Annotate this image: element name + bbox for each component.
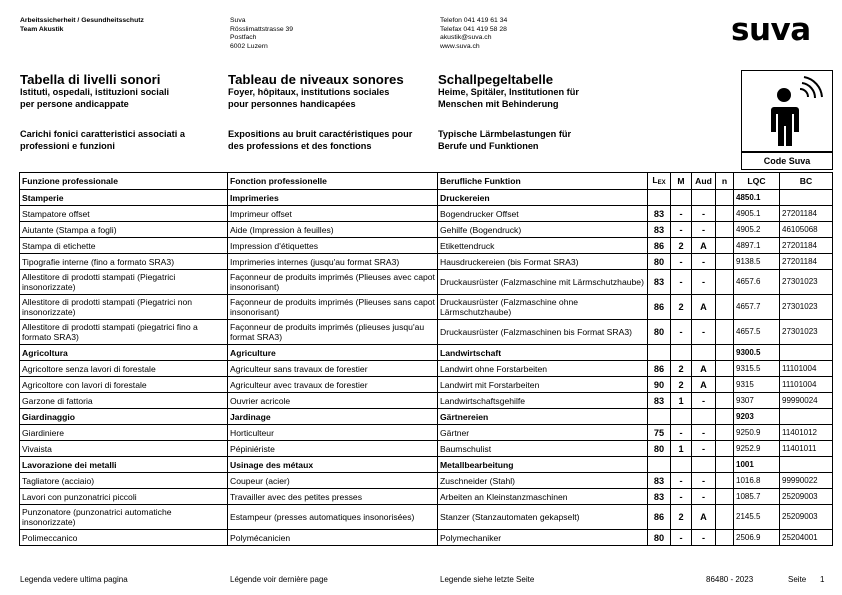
cell-it: Agricoltura <box>20 345 228 361</box>
section-heading-fr-2: des professions et des fonctions <box>228 140 372 151</box>
cell-m: 1 <box>671 393 692 409</box>
cell-de: Gärtner <box>438 425 648 441</box>
cell-aud: A <box>692 377 716 393</box>
cell-n <box>716 190 734 206</box>
cell-aud: - <box>692 393 716 409</box>
table-section-row <box>20 409 833 425</box>
cell-m: - <box>671 320 692 345</box>
cell-fr: Coupeur (acier) <box>228 473 438 489</box>
title-block-fr <box>228 72 438 110</box>
fax: Telefax 041 419 58 28 <box>440 25 507 33</box>
code-suva-label: Code Suva <box>741 152 833 170</box>
cell-lex: 86 <box>648 238 671 254</box>
cell-aud: A <box>692 295 716 320</box>
table-section-row <box>20 190 833 206</box>
cell-aud: - <box>692 222 716 238</box>
cell-m: 2 <box>671 361 692 377</box>
cell-bc: 27301023 <box>780 320 833 345</box>
cell-m: - <box>671 530 692 546</box>
table-header-row <box>20 173 833 190</box>
cell-de: Metallbearbeitung <box>438 457 648 473</box>
cell-lex: 83 <box>648 473 671 489</box>
cell-lqc: 4850.1 <box>734 190 780 206</box>
col-header-it: Funzione professionale <box>20 173 228 190</box>
table-section-row <box>20 345 833 361</box>
cell-aud <box>692 190 716 206</box>
cell-lqc: 9300.5 <box>734 345 780 361</box>
cell-lex: 86 <box>648 505 671 530</box>
cell-bc: 99990024 <box>780 393 833 409</box>
cell-n <box>716 441 734 457</box>
table-row <box>20 441 833 457</box>
cell-lqc: 1001 <box>734 457 780 473</box>
lex-sub: EX <box>657 179 666 186</box>
cell-lex <box>648 457 671 473</box>
table-row <box>20 238 833 254</box>
cell-it: Stamperie <box>20 190 228 206</box>
cell-lex: 90 <box>648 377 671 393</box>
cell-de: Landwirtschaft <box>438 345 648 361</box>
cell-fr: Impression d'étiquettes <box>228 238 438 254</box>
cell-de: Hausdruckereien (bis Format SRA3) <box>438 254 648 270</box>
section-heading-fr-1: Expositions au bruit caractéristiques pour <box>228 129 413 139</box>
cell-de: Gärtnereien <box>438 409 648 425</box>
address-line: Postfach <box>230 34 257 42</box>
cell-n <box>716 295 734 320</box>
cell-bc: 27201184 <box>780 206 833 222</box>
cell-aud: - <box>692 530 716 546</box>
cell-lqc: 4657.6 <box>734 270 780 295</box>
cell-aud <box>692 409 716 425</box>
cell-aud: - <box>692 254 716 270</box>
cell-fr: Imprimeur offset <box>228 206 438 222</box>
cell-lqc: 1016.8 <box>734 473 780 489</box>
cell-it: Garzone di fattoria <box>20 393 228 409</box>
col-header-bc: BC <box>780 173 833 190</box>
table-section-row <box>20 457 833 473</box>
cell-lqc: 9203 <box>734 409 780 425</box>
suva-logo: suva <box>731 12 811 48</box>
cell-m: 2 <box>671 377 692 393</box>
cell-m: - <box>671 270 692 295</box>
cell-it: Allestitore di prodotti stampati (Piegatrici insonorizzate) <box>20 270 228 295</box>
cell-lex: 80 <box>648 441 671 457</box>
cell-n <box>716 377 734 393</box>
cell-lex: 83 <box>648 270 671 295</box>
cell-m: 2 <box>671 295 692 320</box>
cell-n <box>716 473 734 489</box>
cell-m: 2 <box>671 238 692 254</box>
cell-aud: - <box>692 206 716 222</box>
noise-level-table <box>19 172 833 546</box>
cell-n <box>716 270 734 295</box>
cell-it: Allestitore di prodotti stampati (piegatrici fino a formato SRA3) <box>20 320 228 345</box>
cell-m <box>671 409 692 425</box>
col-header-m: M <box>671 173 692 190</box>
table-row <box>20 530 833 546</box>
cell-lex: 75 <box>648 425 671 441</box>
cell-lex: 80 <box>648 320 671 345</box>
cell-it: Allestitore di prodotti stampati (Piegatrici non insonorizzate) <box>20 295 228 320</box>
cell-bc: 11101004 <box>780 377 833 393</box>
cell-de: Landwirtschaftsgehilfe <box>438 393 648 409</box>
cell-it: Aiutante (Stampa a fogli) <box>20 222 228 238</box>
cell-aud: A <box>692 361 716 377</box>
cell-bc: 11401011 <box>780 441 833 457</box>
col-header-lqc: LQC <box>734 173 780 190</box>
cell-lqc: 9307 <box>734 393 780 409</box>
cell-m: - <box>671 473 692 489</box>
cell-it: Vivaista <box>20 441 228 457</box>
section-heading-de-2: Berufe und Funktionen <box>438 140 539 151</box>
cell-lex: 80 <box>648 254 671 270</box>
cell-bc: 27201184 <box>780 238 833 254</box>
section-heading-de-1: Typische Lärmbelastungen für <box>438 129 572 139</box>
cell-it: Lavori con punzonatrici piccoli <box>20 489 228 505</box>
table-row <box>20 270 833 295</box>
cell-n <box>716 222 734 238</box>
cell-it: Agricoltore senza lavori di forestale <box>20 361 228 377</box>
title-fr: Tableau de niveaux sonores <box>228 72 404 87</box>
cell-lqc: 4905.1 <box>734 206 780 222</box>
cell-fr: Agriculteur avec travaux de forestier <box>228 377 438 393</box>
cell-n <box>716 425 734 441</box>
cell-bc <box>780 409 833 425</box>
section-heading-it <box>20 129 225 152</box>
cell-m <box>671 190 692 206</box>
cell-bc: 46105068 <box>780 222 833 238</box>
cell-aud: - <box>692 441 716 457</box>
cell-n <box>716 457 734 473</box>
cell-it: Tipografie interne (fino a formato SRA3) <box>20 254 228 270</box>
col-header-de: Berufliche Funktion <box>438 173 648 190</box>
cell-lqc: 9252.9 <box>734 441 780 457</box>
cell-bc: 27201184 <box>780 254 833 270</box>
subtitle-fr-2: pour personnes handicapées <box>228 98 356 109</box>
cell-fr: Aide (Impression à feuilles) <box>228 222 438 238</box>
cell-n <box>716 489 734 505</box>
table-row <box>20 505 833 530</box>
cell-lex: 83 <box>648 222 671 238</box>
cell-fr: Façonneur de produits imprimés (Plieuses avec capot insonorisant) <box>228 270 438 295</box>
cell-it: Stampatore offset <box>20 206 228 222</box>
cell-de: Landwirt mit Forstarbeiten <box>438 377 648 393</box>
cell-lqc: 4657.7 <box>734 295 780 320</box>
address-block <box>230 17 293 51</box>
cell-de: Gehilfe (Bogendruck) <box>438 222 648 238</box>
col-header-n: n <box>716 173 734 190</box>
cell-aud: A <box>692 238 716 254</box>
cell-it: Tagliatore (acciaio) <box>20 473 228 489</box>
cell-m: 1 <box>671 441 692 457</box>
title-de: Schallpegeltabelle <box>438 72 554 87</box>
cell-bc <box>780 457 833 473</box>
cell-aud: - <box>692 320 716 345</box>
cell-fr: Imprimeries <box>228 190 438 206</box>
cell-it: Punzonatore (punzonatrici automatiche insonorizzate) <box>20 505 228 530</box>
cell-m: - <box>671 489 692 505</box>
cell-lqc: 1085.7 <box>734 489 780 505</box>
cell-m: 2 <box>671 505 692 530</box>
cell-m <box>671 457 692 473</box>
title-it: Tabella di livelli sonori <box>20 72 161 87</box>
cell-n <box>716 409 734 425</box>
person-noise-icon-box <box>741 70 833 152</box>
cell-de: Arbeiten an Kleinstanzmaschinen <box>438 489 648 505</box>
subtitle-fr-1: Foyer, hôpitaux, institutions sociales <box>228 87 390 97</box>
website-link[interactable]: www.suva.ch <box>440 42 480 50</box>
cell-n <box>716 320 734 345</box>
cell-bc: 27301023 <box>780 295 833 320</box>
cell-n <box>716 530 734 546</box>
cell-lqc: 9138.5 <box>734 254 780 270</box>
table-row <box>20 473 833 489</box>
org-line-1: Arbeitssicherheit / Gesundheitsschutz <box>20 17 144 24</box>
cell-aud: - <box>692 473 716 489</box>
cell-n <box>716 238 734 254</box>
cell-lex: 80 <box>648 530 671 546</box>
table-row <box>20 222 833 238</box>
cell-lqc: 2145.5 <box>734 505 780 530</box>
section-heading-fr <box>228 129 438 152</box>
cell-bc: 25209003 <box>780 505 833 530</box>
cell-fr: Polymécanicien <box>228 530 438 546</box>
cell-lqc: 4905.2 <box>734 222 780 238</box>
cell-fr: Jardinage <box>228 409 438 425</box>
cell-fr: Horticulteur <box>228 425 438 441</box>
cell-fr: Travailler avec des petites presses <box>228 489 438 505</box>
contact-block <box>440 17 507 51</box>
org-line-2: Team Akustik <box>20 25 64 33</box>
cell-it: Agricoltore con lavori di forestale <box>20 377 228 393</box>
cell-de: Etikettendruck <box>438 238 648 254</box>
subtitle-de-1: Heime, Spitäler, Institutionen für <box>438 87 579 97</box>
cell-lex: 86 <box>648 295 671 320</box>
cell-it: Giardiniere <box>20 425 228 441</box>
footer-legend-de: Legende siehe letzte Seite <box>440 575 535 584</box>
document-number: 86480 - 2023 <box>706 575 754 584</box>
subtitle-it-1: Istituti, ospedali, istituzioni sociali <box>20 87 170 97</box>
cell-fr: Pépiniériste <box>228 441 438 457</box>
cell-de: Druckereien <box>438 190 648 206</box>
table-row <box>20 254 833 270</box>
cell-fr: Agriculteur sans travaux de forestier <box>228 361 438 377</box>
col-header-aud: Aud <box>692 173 716 190</box>
cell-aud: A <box>692 505 716 530</box>
table-row <box>20 489 833 505</box>
cell-aud: - <box>692 489 716 505</box>
cell-m: - <box>671 425 692 441</box>
title-block-de <box>438 72 648 110</box>
cell-fr: Imprimeries internes (jusqu'au format SRA3) <box>228 254 438 270</box>
cell-fr: Agriculture <box>228 345 438 361</box>
cell-it: Polimeccanico <box>20 530 228 546</box>
lex-main: L <box>652 174 658 185</box>
cell-lex <box>648 345 671 361</box>
cell-de: Zuschneider (Stahl) <box>438 473 648 489</box>
cell-de: Druckausrüster (Falzmaschinen bis Format SRA3) <box>438 320 648 345</box>
cell-fr: Ouvrier acricole <box>228 393 438 409</box>
cell-de: Bogendrucker Offset <box>438 206 648 222</box>
cell-de: Stanzer (Stanzautomaten gekapselt) <box>438 505 648 530</box>
cell-n <box>716 505 734 530</box>
cell-de: Druckausrüster (Falzmaschine ohne Lärmschutzhaube) <box>438 295 648 320</box>
cell-aud <box>692 457 716 473</box>
cell-m: - <box>671 254 692 270</box>
cell-m <box>671 345 692 361</box>
cell-n <box>716 393 734 409</box>
cell-lqc: 9250.9 <box>734 425 780 441</box>
cell-fr: Estampeur (presses automatiques insonorisées) <box>228 505 438 530</box>
table-row <box>20 393 833 409</box>
footer-legend-it: Legenda vedere ultima pagina <box>20 575 128 584</box>
cell-fr: Usinage des métaux <box>228 457 438 473</box>
title-block-it <box>20 72 225 110</box>
cell-bc <box>780 190 833 206</box>
footer-legend-fr: Légende voir dernière page <box>230 575 328 584</box>
cell-it: Lavorazione dei metalli <box>20 457 228 473</box>
person-noise-icon <box>742 71 832 151</box>
address-line: 6002 Luzern <box>230 42 268 50</box>
email-link[interactable]: akustik@suva.ch <box>440 34 492 42</box>
cell-lex <box>648 409 671 425</box>
address-line: Rösslimattstrasse 39 <box>230 25 294 33</box>
cell-m: - <box>671 222 692 238</box>
cell-lqc: 2506.9 <box>734 530 780 546</box>
cell-n <box>716 345 734 361</box>
cell-bc <box>780 345 833 361</box>
cell-fr: Façonneur de produits imprimés (Plieuses sans capot insonorisant) <box>228 295 438 320</box>
cell-it: Giardinaggio <box>20 409 228 425</box>
col-header-fr: Fonction professionelle <box>228 173 438 190</box>
cell-de: Landwirt ohne Forstarbeiten <box>438 361 648 377</box>
address-line: Suva <box>230 17 246 24</box>
cell-lex: 83 <box>648 393 671 409</box>
cell-lex: 83 <box>648 206 671 222</box>
cell-lqc: 4657.5 <box>734 320 780 345</box>
table-row <box>20 377 833 393</box>
cell-bc: 25209003 <box>780 489 833 505</box>
cell-bc: 27301023 <box>780 270 833 295</box>
cell-aud <box>692 345 716 361</box>
cell-de: Baumschulist <box>438 441 648 457</box>
phone: Telefon 041 419 61 34 <box>440 17 508 24</box>
table-row <box>20 361 833 377</box>
table-row <box>20 295 833 320</box>
cell-n <box>716 254 734 270</box>
cell-aud: - <box>692 270 716 295</box>
cell-m: - <box>671 206 692 222</box>
cell-lqc: 4897.1 <box>734 238 780 254</box>
cell-fr: Façonneur de produits imprimés (plieuses jusqu'au format SRA3) <box>228 320 438 345</box>
cell-it: Stampa di etichette <box>20 238 228 254</box>
subtitle-de-2: Menschen mit Behinderung <box>438 98 559 109</box>
cell-lex <box>648 190 671 206</box>
page-label: Seite <box>788 575 807 584</box>
subtitle-it-2: per persone andicappate <box>20 98 129 109</box>
cell-n <box>716 361 734 377</box>
page-number: 1 <box>820 575 825 584</box>
cell-n <box>716 206 734 222</box>
table-row <box>20 206 833 222</box>
cell-aud: - <box>692 425 716 441</box>
cell-lex: 86 <box>648 361 671 377</box>
cell-de: Druckausrüster (Falzmaschine mit Lärmschutzhaube) <box>438 270 648 295</box>
section-heading-it-1: Carichi fonici caratteristici associati a <box>20 129 185 139</box>
cell-bc: 11401012 <box>780 425 833 441</box>
section-heading-it-2: professioni e funzioni <box>20 140 115 151</box>
cell-lex: 83 <box>648 489 671 505</box>
cell-bc: 99990022 <box>780 473 833 489</box>
table-row <box>20 320 833 345</box>
col-header-lex <box>648 173 671 190</box>
table-row <box>20 425 833 441</box>
cell-bc: 25204001 <box>780 530 833 546</box>
section-heading-de <box>438 129 648 152</box>
cell-lqc: 9315 <box>734 377 780 393</box>
cell-de: Polymechaniker <box>438 530 648 546</box>
cell-bc: 11101004 <box>780 361 833 377</box>
cell-lqc: 9315.5 <box>734 361 780 377</box>
